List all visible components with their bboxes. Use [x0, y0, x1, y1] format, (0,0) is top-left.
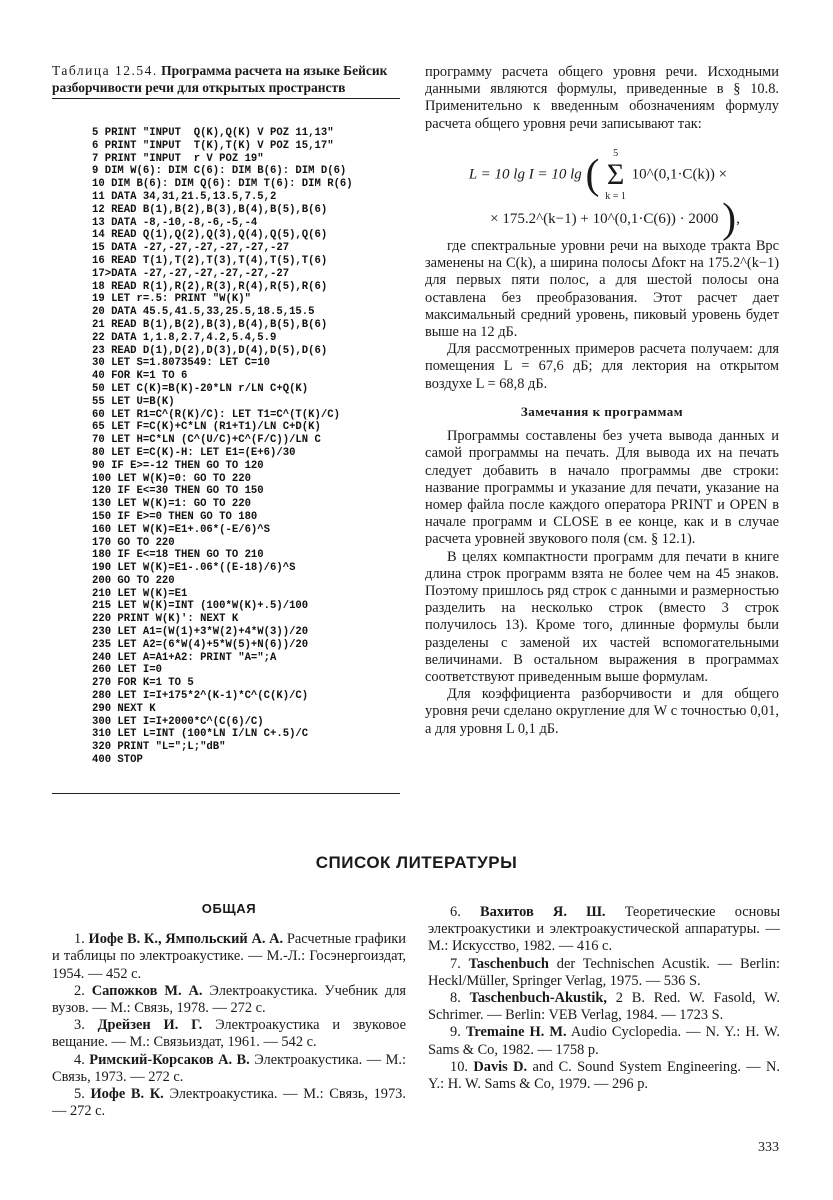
table-caption-title: Программа расчета на языке Бейсик разборчивости речи для открытых пространств — [52, 63, 388, 95]
table-caption — [52, 62, 400, 98]
reference-item: 2. Сапожков М. А. Электроакустика. Учебник для вузов. — М.: Связь, 1978. — 272 с. — [52, 982, 406, 1017]
reference-item: 7. Taschenbuch der Technischen Acustik. — Berlin: Heckl/Müller, Springer Verlag, 1975. — 536 S. — [428, 955, 780, 989]
reference-item: 5. Иофе В. К. Электроакустика. — М.: Связь, 1973. — 272 с. — [52, 1086, 406, 1120]
table-top-rule — [52, 98, 400, 99]
sigma-symbol: Σ — [606, 157, 625, 191]
table-bottom-rule — [52, 793, 400, 794]
right-column — [425, 64, 779, 738]
reference-item: 4. Римский-Корсаков А. В. Электроакустика. — М.: Связь, 1973. — 272 с. — [52, 1051, 406, 1085]
sum-upper-limit: 5 — [613, 147, 619, 159]
body-paragraph-6: Для коэффициента разборчивости и для общего уровня речи сделано округление для W с точностью 0,01, а для уровня L 0,1 дБ. — [425, 686, 779, 737]
reference-item: 3. Дрейзен И. Г. Электроакустика и звуковое вещание. — М.: Связьиздат, 1961. — 542 с. — [52, 1017, 406, 1051]
reference-item: 1. Иофе В. К., Ямпольский А. А. Расчетные графики и таблицы по электроакустике. — М.-Л.: Госэнергоиздат, 1954. — 452 с. — [52, 931, 406, 982]
reference-item: 9. Tremaine H. M. Audio Cyclopedia. — N. Y.: H. W. Sams & Co, 1982. — 1758 p. — [428, 1024, 780, 1058]
references-section-title: СПИСОК ЛИТЕРАТУРЫ — [315, 853, 518, 872]
formula-line-1 — [417, 147, 779, 203]
basic-program-listing: 5 PRINT "INPUT Q(K),Q(K) V POZ 11,13" 6 PRINT "INPUT T(K),T(K) V POZ 15,17" 7 PRINT "INPUT r V POZ 19" 9 DIM W(6): DIM C(6): DIM B(6): DIM D(6) 10 DIM B(6): DIM Q(6): DIM T(6): DIM R(6) 11 DATA 34,31,21.5,13.5,7.5,2 12 READ B(1),B(2),B(3),B(4),B(5),B(6) 13 DATA -8,-10,-8,-6,-5,-4 14 READ Q(1),Q(2),Q(3),Q(4),Q(5),Q(6) 15 DATA -27,-27,-27,-27,-27,-27 16 READ T(1),T(2),T(3),T(4),T(5),T(6) 17>DATA -27,-27,-27,-27,-27,-27 18 READ R(1),R(2),R(3),R(4),R(5),R(6) 19 LET r=.5: PRINT "W(K)" 20 DATA 45.5,41.5,33,25.5,18.5,15.5 21 READ B(1),B(2),B(3),B(4),B(5),B(6) 22 DATA 1,1.8,2.7,4.2,5.4,5.9 23 READ D(1),D(2),D(3),D(4),D(5),D(6) 30 LET S=1.8073549: LET C=10 40 FOR K=1 TO 6 50 LET C(K)=B(K)-20*LN r/LN C+Q(K) 55 LET U=B(K) 60 LET R1=C^(R(K)/C): LET T1=C^(T(K)/C) 65 LET F=C(K)+C*LN (R1+T1)/LN C+D(K) 70 LET H=C*LN (C^(U/C)+C^(F/C))/LN C 80 LET E=C(K)-H: LET E1=(E+6)/30 90 IF E>=-12 THEN GO TO 120 100 LET W(K)=0: GO TO 220 120 IF E<=30 THEN GO TO 150 130 LET W(K)=1: GO TO 220 150 IF E>=0 THEN GO TO 180 160 LET W(K)=E1+.06*(-E/6)^S 170 GO TO 220 180 IF E<=18 THEN GO TO 210 190 LET W(K)=E1-.06*((E-18)/6)^S 200 GO TO 220 210 LET W(K)=E1 215 LET W(K)=INT (100*W(K)+.5)/100 220 PRINT W(K)': NEXT K 230 LET A1=(W(1)+3*W(2)+4*W(3))/20 235 LET A2=(6*W(4)+5*W(5)+N(6))/20 240 LET A=A1+A2: PRINT "A=";A 260 LET I=0 270 FOR K=1 TO 5 280 LET I=I+175*2^(K-1)*C^(C(K)/C) 290 NEXT K 300 LET I=I+2000*C^(C(6)/C) 310 LET L=INT (100*LN I/LN C+.5)/C 320 PRINT "L=";L;"dB" 400 STOP — [92, 127, 353, 767]
page-number: 333 — [758, 1140, 779, 1155]
summation-sign — [605, 147, 626, 203]
body-paragraph-1: программу расчета общего уровня речи. Исходными данными являются формулы, приведенные в § 10.8. Применительно к введенным обозначениям формулу расчета общего уровня речи записывают так: — [425, 64, 779, 132]
references-right-column — [428, 904, 780, 1093]
formula-line-2: × 175.2^(k−1) + 10^(0,1·C(6)) · 2000 ), — [490, 195, 740, 242]
body-paragraph-2: где спектральные уровни речи на выходе тракта Bpc заменены на C(k), а ширина полосы Δfокт на 175.2^(k−1) для первых пяти полос, а для шестой полосы она оставлена без преобразования. Этот расчет дает максимальный средний уровень, пиковый уровень будет выше на 12 дБ. — [425, 238, 779, 341]
reference-item: 6. Вахитов Я. Ш. Теоретические основы электроакустики и электроакустической аппаратуры. — М.: Искусство, 1982. — 416 с. — [428, 904, 781, 955]
formula-open-paren: ( — [585, 151, 600, 198]
formula-close-paren: ) — [722, 195, 737, 242]
reference-item: 10. Davis D. and C. Sound System Engineering. — N. Y.: H. W. Sams & Co, 1979. — 296 p. — [428, 1058, 780, 1093]
sum-lower-limit: k = 1 — [605, 190, 626, 202]
formula-continuation: × 175.2^(k−1) + 10^(0,1·C(6)) · 2000 — [490, 210, 719, 227]
body-paragraph-4: Программы составлены без учета вывода данных и самой программы на печать. Для вывода их на печать следует добавить в начало программы две строки: название программы и указание для печати, указание на номер файла после каждого оператора PRINT и OPEN в начале программ и CLOSE в ее конце, как и в случае расчета уровней звукового поля (см. § 12.1). — [425, 428, 779, 548]
references-left-column — [52, 900, 406, 1120]
formula-sum-term: 10^(0,1·C(k)) × — [631, 166, 728, 183]
left-column — [52, 62, 400, 767]
formula-lhs: L = 10 lg I = 10 lg — [468, 166, 582, 183]
table-caption-label: Таблица 12.54. — [52, 63, 158, 78]
references-subsection-title: ОБЩАЯ — [201, 901, 257, 916]
body-paragraph-5: В целях компактности программ для печати в книге длина строк программ взята не более чем на 45 знаков. Поэтому пришлось ряд строк с данными и размерностью разделить на несколько строк (вместо 3 строк получилось 13). Кроме того, длинные формулы были разделены с заменой их частей вспомогательными величинами. В остальном выражения в программах соответствуют приведенным выше формулам. — [425, 548, 779, 685]
body-paragraph-3: Для рассмотренных примеров расчета получаем: для помещения L = 67,6 дБ; для лектория на открытом воздухе L = 68,8 дБ. — [425, 341, 779, 392]
reference-item: 8. Taschenbuch-Akustik, 2 B. Red. W. Fasold, W. Schrimer. — Berlin: VEB Verlag, 1984. — 1723 S. — [428, 990, 780, 1024]
notes-heading: Замечания к программам — [520, 403, 684, 419]
